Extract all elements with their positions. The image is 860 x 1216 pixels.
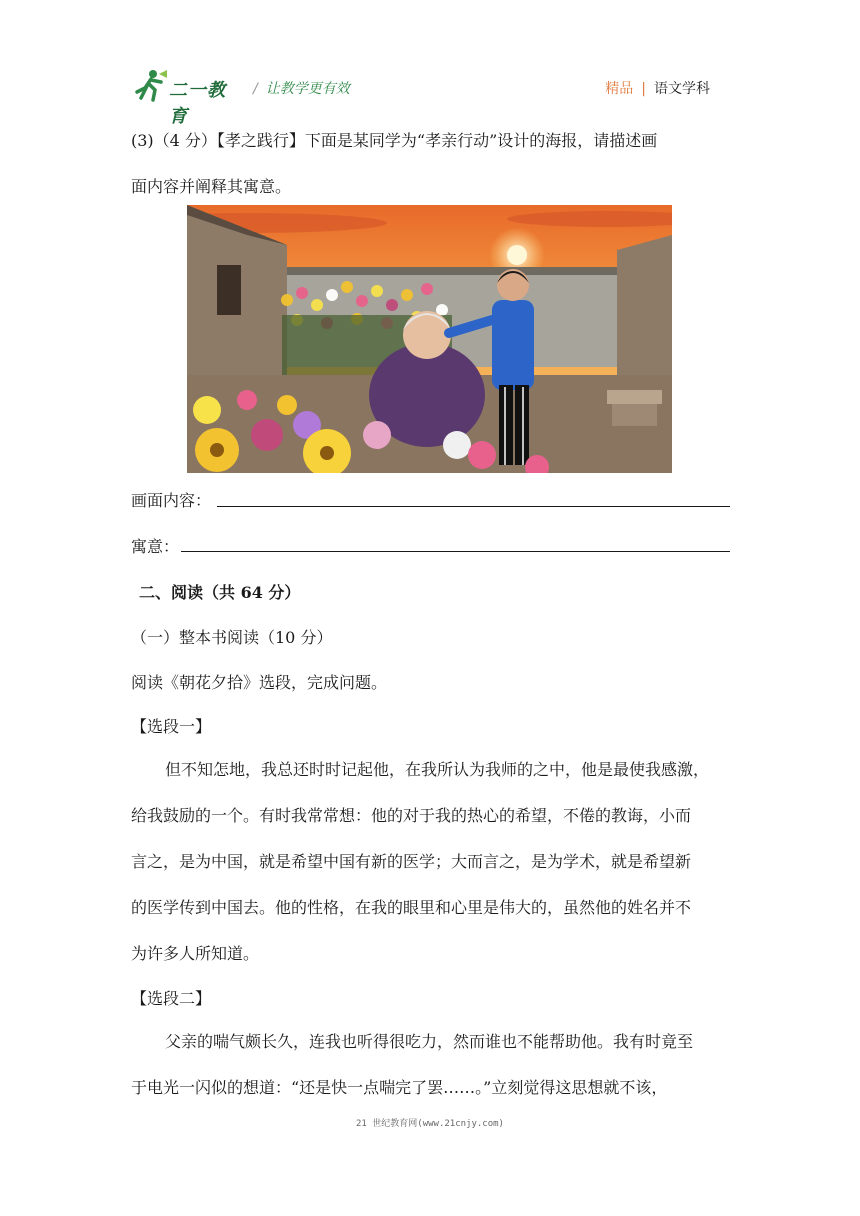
excerpt2-label: 【选段二】 (131, 989, 212, 1008)
excerpt1-line: 言之，是为中国，就是希望中国有新的医学；大而言之，是为学术，就是希望新 (131, 852, 692, 871)
section2-title: 二、阅读（共 64 分） (139, 583, 301, 602)
reading-instruction: 阅读《朝花夕拾》选段，完成问题。 (131, 673, 388, 692)
page-footer: 21 世纪教育网(www.21cnjy.com) (356, 1119, 504, 1129)
poster-illustration (187, 205, 672, 473)
header-subject-label (605, 78, 710, 98)
excerpt2-body (131, 1019, 731, 1111)
runner-logo-icon (133, 68, 169, 104)
filial-poster-image (187, 205, 672, 473)
excerpt1-line: 为许多人所知道。 (131, 944, 260, 963)
quality-label: 精品 (605, 81, 634, 97)
excerpt1-line: 给我鼓励的一个。有时我常常想：他的对于我的热心的希望，不倦的教诲，小而 (131, 806, 692, 825)
question3-line1: (3)（4 分）【孝之践行】下面是某同学为“孝亲行动”设计的海报，请描述画 (131, 131, 658, 150)
header-separator: | (641, 81, 646, 97)
meaning-answer-blank[interactable] (181, 551, 730, 552)
excerpt2-line: 父亲的喘气颇长久，连我也听得很吃力，然而谁也不能帮助他。我有时竟至 (165, 1032, 694, 1051)
section2-subtitle: （一）整本书阅读（10 分） (131, 628, 333, 647)
question3-line2: 面内容并阐释其寓意。 (131, 177, 292, 196)
excerpt1-line: 但不知怎地，我总还时时记起他，在我所认为我师的之中，他是最使我感激， (165, 760, 710, 779)
excerpt1-body (131, 747, 731, 977)
logo-text: 二一教育 (169, 80, 226, 127)
page-header (133, 66, 730, 127)
meaning-label: 寓意： (131, 537, 180, 556)
content-label: 画面内容： (131, 491, 212, 510)
excerpt1-line: 的医学传到中国去。他的性格，在我的眼里和心里是伟大的，虽然他的姓名并不 (131, 898, 692, 917)
content-answer-blank[interactable] (217, 506, 730, 507)
excerpt1-label: 【选段一】 (131, 717, 212, 736)
slogan-separator: / (253, 81, 258, 97)
slogan (253, 78, 350, 98)
brand-logo (133, 68, 243, 127)
excerpt2-line: 于电光一闪似的想道：“还是快一点喘完了罢……。”立刻觉得这思想就不该， (131, 1078, 668, 1097)
slogan-text: 让教学更有效 (265, 81, 350, 97)
subject-label: 语文学科 (654, 81, 710, 97)
